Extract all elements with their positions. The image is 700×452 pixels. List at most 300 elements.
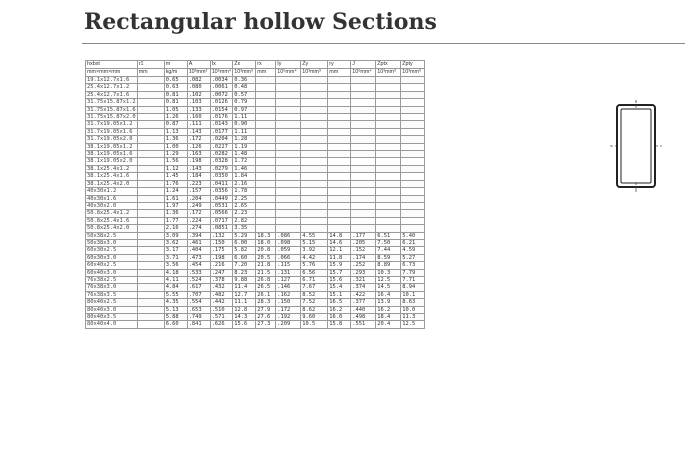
- table-row: [86, 225, 425, 232]
- property-cell: [351, 165, 376, 172]
- property-cell: [328, 217, 351, 224]
- property-cell: 5.40: [401, 232, 425, 239]
- property-cell: [137, 269, 164, 276]
- property-cell: [376, 195, 401, 202]
- property-cell: 2.16: [164, 225, 187, 232]
- section-size-cell: 38.1x19.05x1.2: [86, 143, 138, 150]
- property-cell: [328, 202, 351, 209]
- property-cell: [276, 225, 301, 232]
- property-cell: [301, 151, 328, 158]
- property-cell: 7.20: [233, 262, 256, 269]
- section-size-cell: 25.4x12.7x1.2: [86, 84, 138, 91]
- property-cell: .0204: [210, 136, 233, 143]
- table-row: [86, 321, 425, 328]
- property-cell: 21.8: [256, 262, 276, 269]
- property-cell: 14.6: [328, 239, 351, 246]
- property-cell: .0566: [210, 210, 233, 217]
- property-cell: [351, 121, 376, 128]
- section-size-cell: 31.7x19.05x2.0: [86, 136, 138, 143]
- property-cell: 0.36: [233, 77, 256, 84]
- table-row: [86, 77, 425, 84]
- property-cell: [328, 195, 351, 202]
- property-cell: .377: [351, 299, 376, 306]
- table-row: [86, 106, 425, 113]
- property-cell: [256, 84, 276, 91]
- column-header: Zptx: [376, 61, 401, 69]
- property-cell: [328, 165, 351, 172]
- property-cell: 18.3: [256, 232, 276, 239]
- property-cell: [351, 210, 376, 217]
- property-cell: 1.61: [164, 195, 187, 202]
- table-row: [86, 173, 425, 180]
- property-cell: .223: [187, 180, 210, 187]
- section-size-cell: 80x40x4.0: [86, 321, 138, 328]
- section-size-cell: 31.7x19.05x1.6: [86, 128, 138, 135]
- property-cell: [137, 106, 164, 113]
- table-row: [86, 151, 425, 158]
- property-cell: 0.48: [233, 84, 256, 91]
- property-cell: 15.7: [328, 269, 351, 276]
- property-cell: [276, 195, 301, 202]
- property-cell: .0154: [210, 106, 233, 113]
- property-cell: .749: [187, 314, 210, 321]
- property-cell: [401, 202, 425, 209]
- property-cell: 18.4: [376, 314, 401, 321]
- property-cell: 1.36: [164, 136, 187, 143]
- property-cell: 1.19: [233, 143, 256, 150]
- unit-header: 10³mm³: [233, 69, 256, 77]
- property-cell: 10.5: [301, 321, 328, 328]
- property-cell: .653: [187, 306, 210, 313]
- table-body: [86, 77, 425, 329]
- property-cell: [137, 143, 164, 150]
- property-cell: [376, 173, 401, 180]
- property-cell: .103: [187, 99, 210, 106]
- property-cell: .551: [351, 321, 376, 328]
- property-cell: .143: [187, 128, 210, 135]
- property-cell: .204: [187, 195, 210, 202]
- property-cell: [401, 84, 425, 91]
- property-cell: 1.56: [164, 158, 187, 165]
- property-cell: .209: [276, 321, 301, 328]
- property-cell: [328, 91, 351, 98]
- property-cell: .404: [187, 247, 210, 254]
- column-header: Zy: [301, 61, 328, 69]
- table-header: [86, 61, 425, 77]
- property-cell: 1.11: [233, 114, 256, 121]
- property-cell: 16.2: [328, 306, 351, 313]
- property-cell: [137, 314, 164, 321]
- property-cell: 1.46: [233, 165, 256, 172]
- property-cell: [301, 128, 328, 135]
- section-size-cell: 38.1x25.4x2.0: [86, 180, 138, 187]
- property-cell: 8.63: [401, 299, 425, 306]
- property-cell: [351, 217, 376, 224]
- property-cell: [301, 210, 328, 217]
- property-cell: [351, 136, 376, 143]
- property-cell: .0411: [210, 180, 233, 187]
- property-cell: [301, 188, 328, 195]
- section-size-cell: 80x40x3.0: [86, 306, 138, 313]
- property-cell: [301, 84, 328, 91]
- property-cell: 9.60: [301, 314, 328, 321]
- property-cell: [137, 306, 164, 313]
- property-cell: [137, 299, 164, 306]
- property-cell: [328, 128, 351, 135]
- property-cell: [401, 151, 425, 158]
- property-cell: 15.6: [328, 276, 351, 283]
- property-cell: 8.59: [376, 254, 401, 261]
- property-cell: [328, 136, 351, 143]
- section-size-cell: 40x30x2.0: [86, 202, 138, 209]
- property-cell: [256, 188, 276, 195]
- property-cell: [137, 180, 164, 187]
- property-cell: .126: [187, 143, 210, 150]
- property-cell: .473: [187, 254, 210, 261]
- property-cell: [328, 225, 351, 232]
- property-cell: 0.63: [164, 84, 187, 91]
- table-row: [86, 306, 425, 313]
- property-cell: [401, 173, 425, 180]
- property-cell: 10.1: [401, 291, 425, 298]
- property-cell: 20.4: [376, 321, 401, 328]
- section-size-cell: 31.75x15.87x1.6: [87, 106, 136, 113]
- property-cell: 4.42: [301, 254, 328, 261]
- property-cell: .0531: [210, 202, 233, 209]
- column-header: A: [187, 61, 210, 69]
- property-cell: [137, 262, 164, 269]
- property-cell: 2.23: [233, 210, 256, 217]
- property-cell: 0.57: [233, 91, 256, 98]
- column-header: Zx: [233, 61, 256, 69]
- property-cell: .0227: [210, 143, 233, 150]
- property-cell: 20.8: [256, 247, 276, 254]
- property-cell: 4.11: [164, 276, 187, 283]
- property-cell: .098: [276, 239, 301, 246]
- property-cell: [256, 158, 276, 165]
- property-cell: [301, 202, 328, 209]
- property-cell: .498: [351, 314, 376, 321]
- table-row: [86, 84, 425, 91]
- property-cell: 8.62: [301, 306, 328, 313]
- property-cell: 5.15: [301, 239, 328, 246]
- property-cell: .378: [210, 276, 233, 283]
- table-row: [86, 254, 425, 261]
- property-cell: .192: [276, 314, 301, 321]
- property-cell: 5.88: [164, 314, 187, 321]
- table-row: [86, 158, 425, 165]
- property-cell: [276, 106, 301, 113]
- property-cell: .205: [351, 239, 376, 246]
- property-cell: .059: [276, 247, 301, 254]
- property-cell: 15.4: [328, 284, 351, 291]
- table-row: [86, 210, 425, 217]
- property-cell: .510: [210, 306, 233, 313]
- property-cell: .422: [351, 291, 376, 298]
- property-cell: 27.6: [256, 314, 276, 321]
- property-cell: 8.23: [233, 269, 256, 276]
- property-cell: 12.1: [328, 247, 351, 254]
- property-cell: [256, 114, 276, 121]
- section-size-cell: 50x38x2.5: [86, 232, 138, 239]
- property-cell: [351, 143, 376, 150]
- column-header: J: [351, 61, 376, 69]
- property-cell: [376, 91, 401, 98]
- property-cell: 28.3: [256, 299, 276, 306]
- property-cell: 27.3: [256, 321, 276, 328]
- property-cell: [137, 239, 164, 246]
- property-cell: 0.79: [233, 99, 256, 106]
- property-cell: [401, 136, 425, 143]
- property-cell: .0282: [210, 151, 233, 158]
- property-cell: [301, 165, 328, 172]
- property-cell: [328, 84, 351, 91]
- property-cell: [351, 106, 376, 113]
- section-properties-table: [85, 60, 425, 329]
- property-cell: .163: [187, 151, 210, 158]
- property-cell: 6.60: [164, 321, 187, 328]
- property-cell: 6.73: [401, 262, 425, 269]
- property-cell: .0061: [210, 84, 233, 91]
- property-cell: [376, 121, 401, 128]
- property-cell: [256, 143, 276, 150]
- property-cell: [376, 180, 401, 187]
- property-cell: [276, 210, 301, 217]
- property-cell: [376, 84, 401, 91]
- property-cell: [137, 225, 164, 232]
- property-cell: .0176: [210, 114, 233, 121]
- header-row-units: [86, 69, 425, 77]
- section-size-cell: 60x30x2.5: [86, 247, 138, 254]
- property-cell: 12.5: [376, 276, 401, 283]
- property-cell: [256, 91, 276, 98]
- property-cell: 14.8: [328, 232, 351, 239]
- property-cell: .274: [187, 225, 210, 232]
- property-cell: 1.05: [164, 106, 187, 113]
- property-cell: 2.65: [233, 202, 256, 209]
- property-cell: [328, 106, 351, 113]
- property-cell: .0350: [210, 173, 233, 180]
- property-cell: .432: [210, 284, 233, 291]
- property-cell: .247: [210, 269, 233, 276]
- property-cell: 4.35: [164, 299, 187, 306]
- property-cell: 15.1: [328, 291, 351, 298]
- property-cell: 20.5: [256, 254, 276, 261]
- property-cell: [376, 202, 401, 209]
- rectangular-hollow-section-icon: [610, 100, 662, 192]
- property-cell: 16.4: [376, 291, 401, 298]
- section-size-cell: 60x40x3.0: [86, 269, 138, 276]
- property-cell: 16.0: [328, 314, 351, 321]
- property-cell: .0851: [210, 225, 233, 232]
- table-row: [86, 202, 425, 209]
- property-cell: 1.11: [233, 128, 256, 135]
- property-cell: [276, 114, 301, 121]
- property-cell: .0126: [210, 99, 233, 106]
- property-cell: 7.79: [401, 269, 425, 276]
- property-cell: 3.17: [164, 247, 187, 254]
- property-cell: 5.76: [301, 262, 328, 269]
- property-cell: 6.00: [233, 239, 256, 246]
- property-cell: [137, 217, 164, 224]
- table-row: [86, 188, 425, 195]
- property-cell: [256, 217, 276, 224]
- table-row: [86, 143, 425, 150]
- property-cell: .152: [351, 247, 376, 254]
- property-cell: 15.9: [328, 262, 351, 269]
- property-cell: [301, 158, 328, 165]
- table-row: [86, 91, 425, 98]
- property-cell: [376, 210, 401, 217]
- property-cell: 3.09: [164, 232, 187, 239]
- property-cell: [401, 99, 425, 106]
- table-row: [86, 284, 425, 291]
- property-cell: .252: [351, 262, 376, 269]
- property-cell: .293: [351, 269, 376, 276]
- unit-header: mm: [137, 69, 164, 77]
- property-cell: 3.62: [164, 239, 187, 246]
- property-cell: .198: [187, 158, 210, 165]
- property-cell: [351, 151, 376, 158]
- property-cell: [351, 225, 376, 232]
- property-cell: 4.55: [301, 232, 328, 239]
- property-cell: .172: [187, 210, 210, 217]
- property-cell: 1.36: [164, 210, 187, 217]
- section-size-cell: 60x30x3.0: [86, 254, 138, 261]
- column-header: r1: [137, 61, 164, 69]
- property-cell: [276, 151, 301, 158]
- property-cell: 0.81: [164, 91, 187, 98]
- property-cell: 10.0: [401, 306, 425, 313]
- property-cell: [137, 188, 164, 195]
- property-cell: [376, 188, 401, 195]
- property-cell: 8.89: [376, 262, 401, 269]
- property-cell: 0.81: [164, 99, 187, 106]
- unit-header: kg/m: [164, 69, 187, 77]
- property-cell: [256, 121, 276, 128]
- property-cell: 2.82: [233, 217, 256, 224]
- property-cell: [137, 136, 164, 143]
- property-cell: [401, 91, 425, 98]
- property-cell: [256, 136, 276, 143]
- property-cell: 5.55: [164, 291, 187, 298]
- property-cell: .146: [276, 284, 301, 291]
- property-cell: 2.25: [233, 195, 256, 202]
- column-header: ry: [328, 61, 351, 69]
- column-header: Zpty: [401, 61, 425, 69]
- property-cell: 6.60: [233, 254, 256, 261]
- table-row: [86, 269, 425, 276]
- property-cell: [301, 173, 328, 180]
- property-cell: [376, 106, 401, 113]
- property-cell: 13.9: [376, 299, 401, 306]
- property-cell: 11.1: [233, 299, 256, 306]
- property-cell: 7.50: [376, 239, 401, 246]
- property-cell: 0.97: [233, 106, 256, 113]
- property-cell: 4.84: [164, 284, 187, 291]
- property-cell: 0.65: [164, 77, 187, 84]
- property-cell: [351, 188, 376, 195]
- property-cell: 1.29: [164, 151, 187, 158]
- property-cell: [137, 247, 164, 254]
- property-cell: [137, 114, 164, 121]
- section-size-cell: 76x38x3.0: [86, 284, 138, 291]
- property-cell: [351, 77, 376, 84]
- property-cell: 7.71: [401, 276, 425, 283]
- property-cell: [276, 180, 301, 187]
- property-cell: [256, 195, 276, 202]
- unit-header: 10⁶mm⁴: [276, 69, 301, 77]
- property-cell: [328, 180, 351, 187]
- property-cell: .0717: [210, 217, 233, 224]
- property-cell: 12.8: [233, 306, 256, 313]
- table-row: [86, 276, 425, 283]
- table-row: [86, 114, 425, 121]
- property-cell: 8.94: [401, 284, 425, 291]
- property-cell: 1.45: [164, 173, 187, 180]
- table-row: [86, 291, 425, 298]
- property-cell: [351, 158, 376, 165]
- property-cell: [301, 77, 328, 84]
- property-cell: 11.3: [401, 314, 425, 321]
- property-cell: 1.78: [233, 188, 256, 195]
- property-cell: 15.8: [328, 321, 351, 328]
- table-row: [86, 99, 425, 106]
- property-cell: 5.29: [233, 232, 256, 239]
- property-cell: [137, 77, 164, 84]
- property-cell: [376, 77, 401, 84]
- property-cell: .143: [187, 165, 210, 172]
- property-cell: [301, 136, 328, 143]
- section-size-cell: 31.75x15.87x1.2: [87, 99, 136, 106]
- section-size-cell: 40x30x1.6: [86, 195, 138, 202]
- section-size-cell: 80x40x3.5: [86, 314, 138, 321]
- property-cell: [276, 136, 301, 143]
- property-cell: [301, 121, 328, 128]
- property-cell: [276, 165, 301, 172]
- property-cell: 16.2: [376, 306, 401, 313]
- property-cell: .524: [187, 276, 210, 283]
- property-cell: [301, 99, 328, 106]
- section-size-cell: 40x30x1.2: [86, 188, 138, 195]
- property-cell: [301, 180, 328, 187]
- property-cell: [137, 276, 164, 283]
- property-cell: [137, 151, 164, 158]
- property-cell: [328, 151, 351, 158]
- property-cell: [401, 106, 425, 113]
- table-row: [86, 180, 425, 187]
- property-cell: 1.48: [233, 151, 256, 158]
- property-cell: [401, 114, 425, 121]
- unit-header: 10³mm²: [187, 69, 210, 77]
- section-size-cell: 38.1x25.4x1.6: [86, 173, 138, 180]
- property-cell: .082: [187, 77, 210, 84]
- property-cell: [256, 210, 276, 217]
- table-row: [86, 262, 425, 269]
- property-cell: [301, 143, 328, 150]
- property-cell: .0356: [210, 188, 233, 195]
- property-cell: [137, 91, 164, 98]
- property-cell: [256, 173, 276, 180]
- property-cell: [301, 217, 328, 224]
- property-cell: [376, 143, 401, 150]
- section-size-cell: 76x38x2.5: [86, 276, 138, 283]
- property-cell: [328, 158, 351, 165]
- property-cell: .086: [276, 232, 301, 239]
- property-cell: [256, 225, 276, 232]
- property-cell: [137, 195, 164, 202]
- property-cell: 5.27: [401, 254, 425, 261]
